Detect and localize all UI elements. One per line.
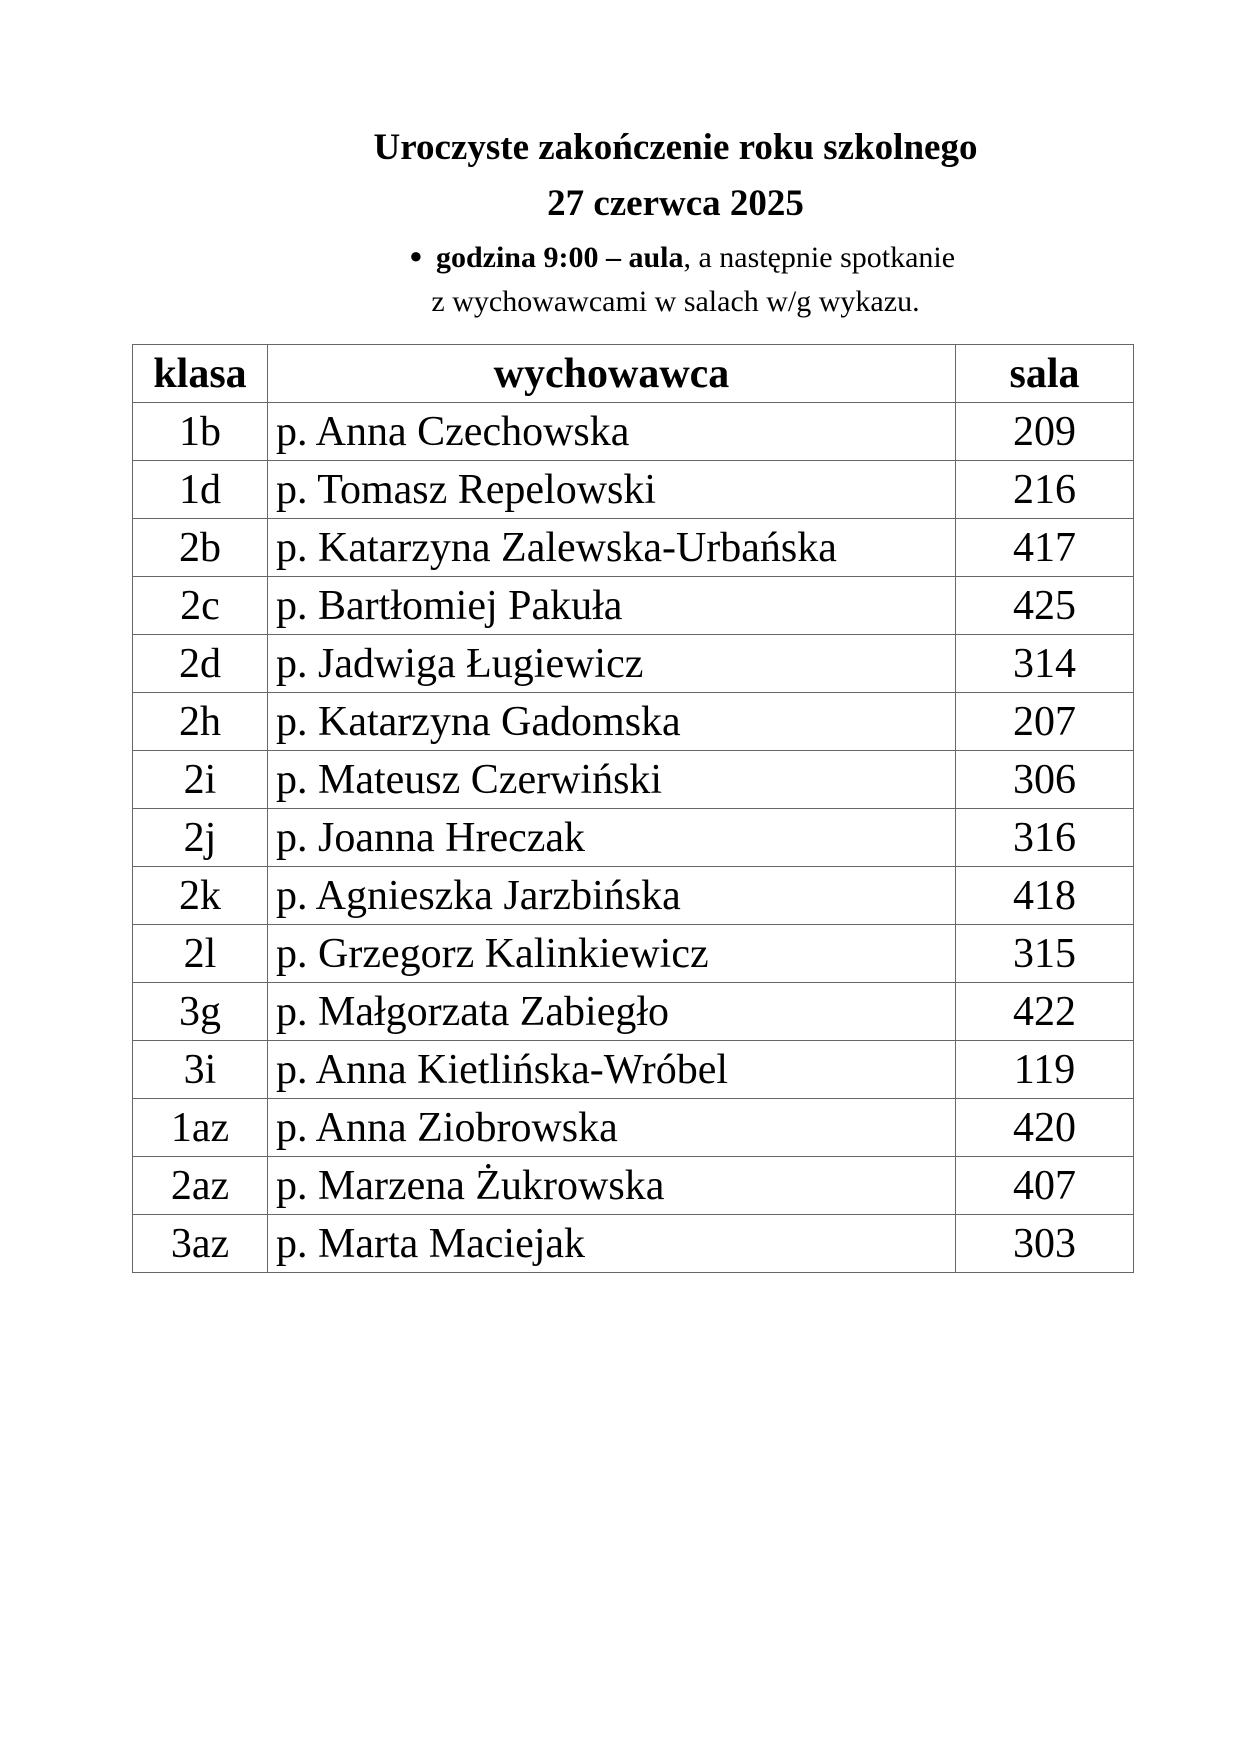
cell-sala: 316	[956, 809, 1134, 867]
cell-klasa: 1d	[133, 461, 268, 519]
table-row	[133, 925, 1134, 983]
cell-klasa: 2b	[133, 519, 268, 577]
cell-wych: p. Agnieszka Jarzbińska	[268, 867, 956, 925]
cell-sala: 407	[956, 1157, 1134, 1215]
cell-klasa: 1az	[133, 1099, 268, 1157]
cell-klasa: 2c	[133, 577, 268, 635]
header-wychowawca: wychowawca	[268, 345, 956, 403]
cell-sala: 420	[956, 1099, 1134, 1157]
cell-wych: p. Katarzyna Gadomska	[268, 693, 956, 751]
table-row	[133, 1157, 1134, 1215]
cell-wych: p. Jadwiga Ługiewicz	[268, 635, 956, 693]
table-row	[133, 577, 1134, 635]
cell-wych: p. Anna Ziobrowska	[268, 1099, 956, 1157]
class-room-table	[132, 344, 1134, 1273]
cell-sala: 207	[956, 693, 1134, 751]
cell-sala: 418	[956, 867, 1134, 925]
table-row	[133, 461, 1134, 519]
table-row	[133, 519, 1134, 577]
cell-wych: p. Tomasz Repelowski	[268, 461, 956, 519]
cell-wych: p. Marta Maciejak	[268, 1215, 956, 1273]
table-row	[133, 635, 1134, 693]
cell-wych: p. Mateusz Czerwiński	[268, 751, 956, 809]
table-row	[133, 403, 1134, 461]
info-continuation: , a następnie spotkanie	[683, 241, 956, 274]
table-row	[133, 1215, 1134, 1273]
cell-sala: 119	[956, 1041, 1134, 1099]
cell-klasa: 3g	[133, 983, 268, 1041]
cell-wych: p. Grzegorz Kalinkiewicz	[268, 925, 956, 983]
page-title: Uroczyste zakończenie roku szkolnego	[373, 127, 978, 168]
info-second-line: z wychowawcami w salach w/g wykazu.	[431, 285, 920, 318]
cell-sala: 314	[956, 635, 1134, 693]
event-date: 27 czerwca 2025	[547, 183, 804, 224]
cell-sala: 315	[956, 925, 1134, 983]
info-bullet-line	[110, 234, 1241, 280]
header-sala: sala	[956, 345, 1134, 403]
cell-wych: p. Katarzyna Zalewska-Urbańska	[268, 519, 956, 577]
cell-wych: p. Anna Czechowska	[268, 403, 956, 461]
cell-klasa: 2j	[133, 809, 268, 867]
cell-klasa: 2d	[133, 635, 268, 693]
cell-wych: p. Anna Kietlińska-Wróbel	[268, 1041, 956, 1099]
info-time-place: godzina 9:00 – aula	[435, 241, 684, 274]
cell-sala: 216	[956, 461, 1134, 519]
cell-sala: 209	[956, 403, 1134, 461]
table-row	[133, 867, 1134, 925]
table-row	[133, 983, 1134, 1041]
cell-klasa: 1b	[133, 403, 268, 461]
table-body	[133, 403, 1134, 1273]
table-header-row	[133, 345, 1134, 403]
table-row	[133, 1099, 1134, 1157]
cell-klasa: 2h	[133, 693, 268, 751]
cell-klasa: 3i	[133, 1041, 268, 1099]
cell-wych: p. Marzena Żukrowska	[268, 1157, 956, 1215]
cell-sala: 425	[956, 577, 1134, 635]
table-row	[133, 693, 1134, 751]
table-row	[133, 809, 1134, 867]
cell-klasa: 2az	[133, 1157, 268, 1215]
cell-wych: p. Joanna Hreczak	[268, 809, 956, 867]
cell-wych: p. Bartłomiej Pakuła	[268, 577, 956, 635]
cell-sala: 306	[956, 751, 1134, 809]
cell-klasa: 2k	[133, 867, 268, 925]
cell-sala: 422	[956, 983, 1134, 1041]
table-row	[133, 1041, 1134, 1099]
cell-klasa: 2l	[133, 925, 268, 983]
cell-klasa: 3az	[133, 1215, 268, 1273]
header-klasa: klasa	[133, 345, 268, 403]
cell-wych: p. Małgorzata Zabiegło	[268, 983, 956, 1041]
cell-sala: 417	[956, 519, 1134, 577]
bullet-icon: ●	[409, 243, 423, 268]
cell-sala: 303	[956, 1215, 1134, 1273]
table-row	[133, 751, 1134, 809]
cell-klasa: 2i	[133, 751, 268, 809]
event-info	[0, 234, 1241, 324]
